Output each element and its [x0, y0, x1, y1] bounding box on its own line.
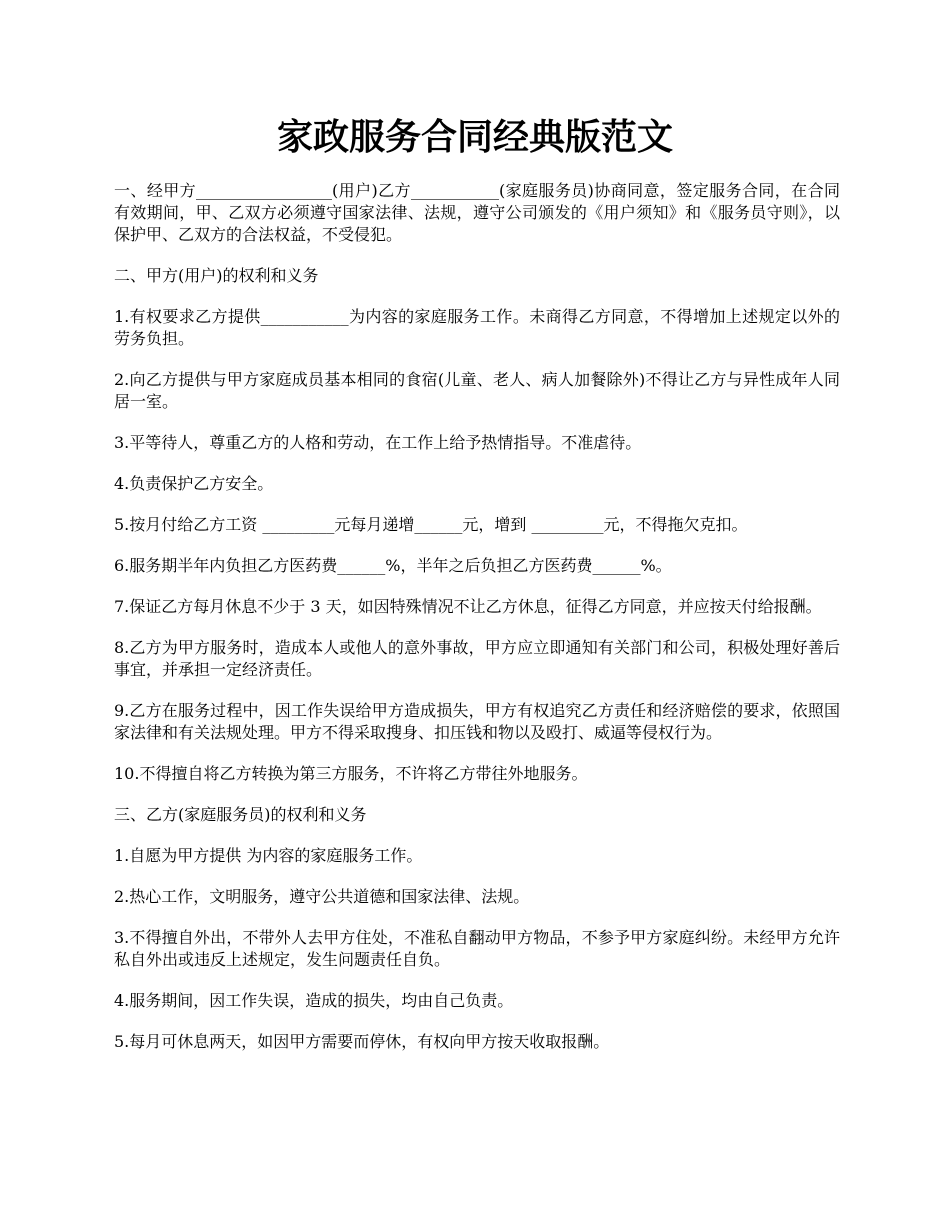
clause-a-2: 2.向乙方提供与甲方家庭成员基本相同的食宿(儿童、老人、病人加餐除外)不得让乙方与异性成年人同居一室。: [114, 370, 840, 411]
document-body: [114, 180, 840, 1072]
clause-a-6: 6.服务期半年内负担乙方医药费______%，半年之后负担乙方医药费______%。: [114, 556, 672, 575]
clause-b-3: 3.不得擅自外出，不带外人去甲方住处，不准私自翻动甲方物品，不参予甲方家庭纠纷。未经甲方允许私自外出或违反上述规定，发生问题责任自负。: [114, 928, 840, 969]
clause-a-3: 3.平等待人，尊重乙方的人格和劳动，在工作上给予热情指导。不准虐待。: [114, 433, 642, 452]
clause-b-5: 5.每月可休息两天，如因甲方需要而停休，有权向甲方按天收取报酬。: [114, 1032, 610, 1051]
document-title: 家政服务合同经典版范文: [276, 116, 673, 158]
clause-b-1: 1.自愿为甲方提供 为内容的家庭服务工作。: [114, 846, 423, 865]
clause-intro: 一、经甲方_________________(用户)乙方___________(家庭服务员)协商同意，签定服务合同，在合同有效期间，甲、乙双方必须遵守国家法律、法规，遵守公司颁发的《用户须知》和《服务员守则》，以保护甲、乙双方的合法权益，不受侵犯。: [114, 181, 840, 244]
clause-a-5: 5.按月付给乙方工资 _________元每月递增______元，增到 _________元，不得拖欠克扣。: [114, 515, 748, 534]
clause-a-8: 8.乙方为甲方服务时，造成本人或他人的意外事故，甲方应立即通知有关部门和公司，积极处理好善后事宜，并承担一定经济责任。: [114, 638, 840, 679]
clause-a-7: 7.保证乙方每月休息不少于 3 天，如因特殊情况不让乙方休息，征得乙方同意，并应按天付给报酬。: [114, 597, 822, 616]
clause-a-4: 4.负责保护乙方安全。: [114, 474, 274, 493]
clause-a-10: 10.不得擅自将乙方转换为第三方服务，不许将乙方带往外地服务。: [114, 764, 588, 783]
clause-a-9: 9.乙方在服务过程中，因工作失误给甲方造成损失，甲方有权追究乙方责任和经济赔偿的要求，依照国家法律和有关法规处理。甲方不得采取搜身、扣压钱和物以及殴打、威逼等侵权行为。: [114, 701, 840, 742]
section-heading-party-a: 二、甲方(用户)的权利和义务: [114, 266, 319, 285]
clause-a-1: 1.有权要求乙方提供___________为内容的家庭服务工作。未商得乙方同意，不得增加上述规定以外的劳务负担。: [114, 307, 840, 348]
clause-b-4: 4.服务期间，因工作失误，造成的损失，均由自己负责。: [114, 991, 514, 1010]
section-heading-party-b: 三、乙方(家庭服务员)的权利和义务: [114, 805, 367, 824]
clause-b-2: 2.热心工作，文明服务，遵守公共道德和国家法律、法规。: [114, 887, 530, 906]
